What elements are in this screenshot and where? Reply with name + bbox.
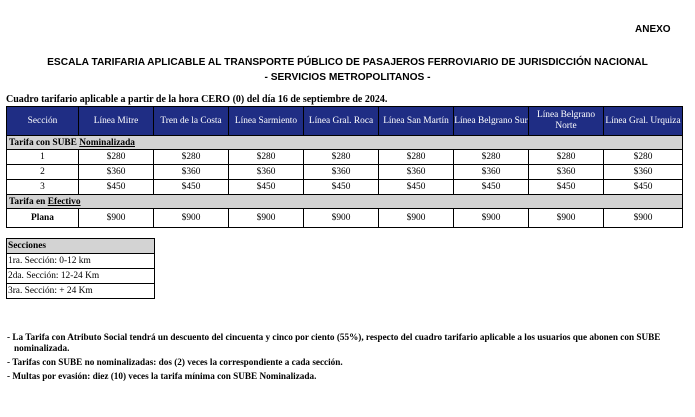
fare-cell: $360 (604, 165, 683, 180)
fare-cell: $360 (79, 165, 154, 180)
section-item: 1ra. Sección: 0-12 km (7, 254, 155, 269)
fare-cell: $900 (454, 209, 529, 228)
fare-cell: $900 (379, 209, 454, 228)
group-label-sube-underlined: Nominalizada (79, 137, 135, 148)
fare-cell: $900 (604, 209, 683, 228)
section-item: 2da. Sección: 12-24 Km (7, 269, 155, 284)
note-item: - Multas por evasión: diez (10) veces la tarifa mínima con SUBE Nominalizada. (7, 371, 317, 381)
fare-cell: $450 (454, 180, 529, 195)
fare-cell: $360 (154, 165, 229, 180)
note-item: - Tarifas con SUBE no nominalizadas: dos (2) veces la correspondiente a cada sección. (7, 357, 343, 367)
section-cell: Plana (7, 209, 79, 228)
fare-cell: $280 (454, 150, 529, 165)
group-row-sube (7, 136, 683, 150)
fare-cell: $450 (379, 180, 454, 195)
fare-cell: $280 (304, 150, 379, 165)
fare-cell: $450 (604, 180, 683, 195)
annex-label: ANEXO (635, 24, 671, 35)
note-item: - La Tarifa con Atributo Social tendrá un descuento del cincuenta y cinco por ciento (55%), respecto del cuadro tarifario aplicable a los usuarios que abonen con SUBE nominalizada. (7, 332, 661, 353)
fare-table-header (7, 107, 683, 136)
group-label-sube (7, 136, 683, 150)
fare-cell: $360 (379, 165, 454, 180)
section-cell: 3 (7, 180, 79, 195)
col-header-mitre: Línea Mitre (79, 107, 154, 136)
fare-cell: $450 (154, 180, 229, 195)
fare-cell: $360 (454, 165, 529, 180)
section-cell: 1 (7, 150, 79, 165)
table-row (7, 180, 683, 195)
fare-table (6, 106, 683, 228)
fare-cell: $280 (79, 150, 154, 165)
fare-cell: $360 (229, 165, 304, 180)
title-line-2: - SERVICIOS METROPOLITANOS - (264, 72, 431, 83)
fare-cell: $900 (229, 209, 304, 228)
col-header-san-martin: Línea San Martín (379, 107, 454, 136)
fare-cell: $450 (529, 180, 604, 195)
fare-cell: $450 (304, 180, 379, 195)
table-row (7, 150, 683, 165)
group-label-efectivo-prefix: Tarifa en (9, 196, 48, 207)
group-label-efectivo-underlined: Efectivo (47, 196, 81, 207)
col-header-seccion: Sección (7, 107, 79, 136)
sections-table (6, 238, 155, 299)
col-header-belgrano-sur: Línea Belgrano Sur (454, 107, 529, 136)
notes (6, 332, 686, 385)
fare-cell: $280 (529, 150, 604, 165)
fare-cell: $280 (154, 150, 229, 165)
section-item: 3ra. Sección: + 24 Km (7, 284, 155, 299)
col-header-sarmiento: Línea Sarmiento (229, 107, 304, 136)
fare-cell: $360 (304, 165, 379, 180)
group-label-efectivo (7, 195, 683, 209)
title-line-1: ESCALA TARIFARIA APLICABLE AL TRANSPORTE PÚBLICO DE PASAJEROS FERROVIARIO DE JURISDICCIÓN NACIONAL (47, 57, 648, 68)
document-title (0, 55, 695, 85)
table-caption: Cuadro tarifario aplicable a partir de la hora CERO (0) del día 16 de septiembre de 2024. (6, 94, 388, 105)
fare-cell: $450 (229, 180, 304, 195)
fare-cell: $900 (154, 209, 229, 228)
fare-cell: $280 (229, 150, 304, 165)
table-row-plana (7, 209, 683, 228)
section-cell: 2 (7, 165, 79, 180)
sections-header: Secciones (7, 239, 155, 254)
fare-cell: $900 (529, 209, 604, 228)
fare-cell: $900 (79, 209, 154, 228)
table-row (7, 165, 683, 180)
fare-cell: $280 (604, 150, 683, 165)
col-header-urquiza: Línea Gral. Urquiza (604, 107, 683, 136)
fare-cell: $900 (304, 209, 379, 228)
col-header-tren-costa: Tren de la Costa (154, 107, 229, 136)
col-header-roca: Línea Gral. Roca (304, 107, 379, 136)
col-header-belgrano-norte: Línea Belgrano Norte (529, 107, 604, 136)
fare-cell: $360 (529, 165, 604, 180)
fare-cell: $450 (79, 180, 154, 195)
group-row-efectivo (7, 195, 683, 209)
fare-cell: $280 (379, 150, 454, 165)
group-label-sube-prefix: Tarifa con SUBE (9, 137, 80, 148)
